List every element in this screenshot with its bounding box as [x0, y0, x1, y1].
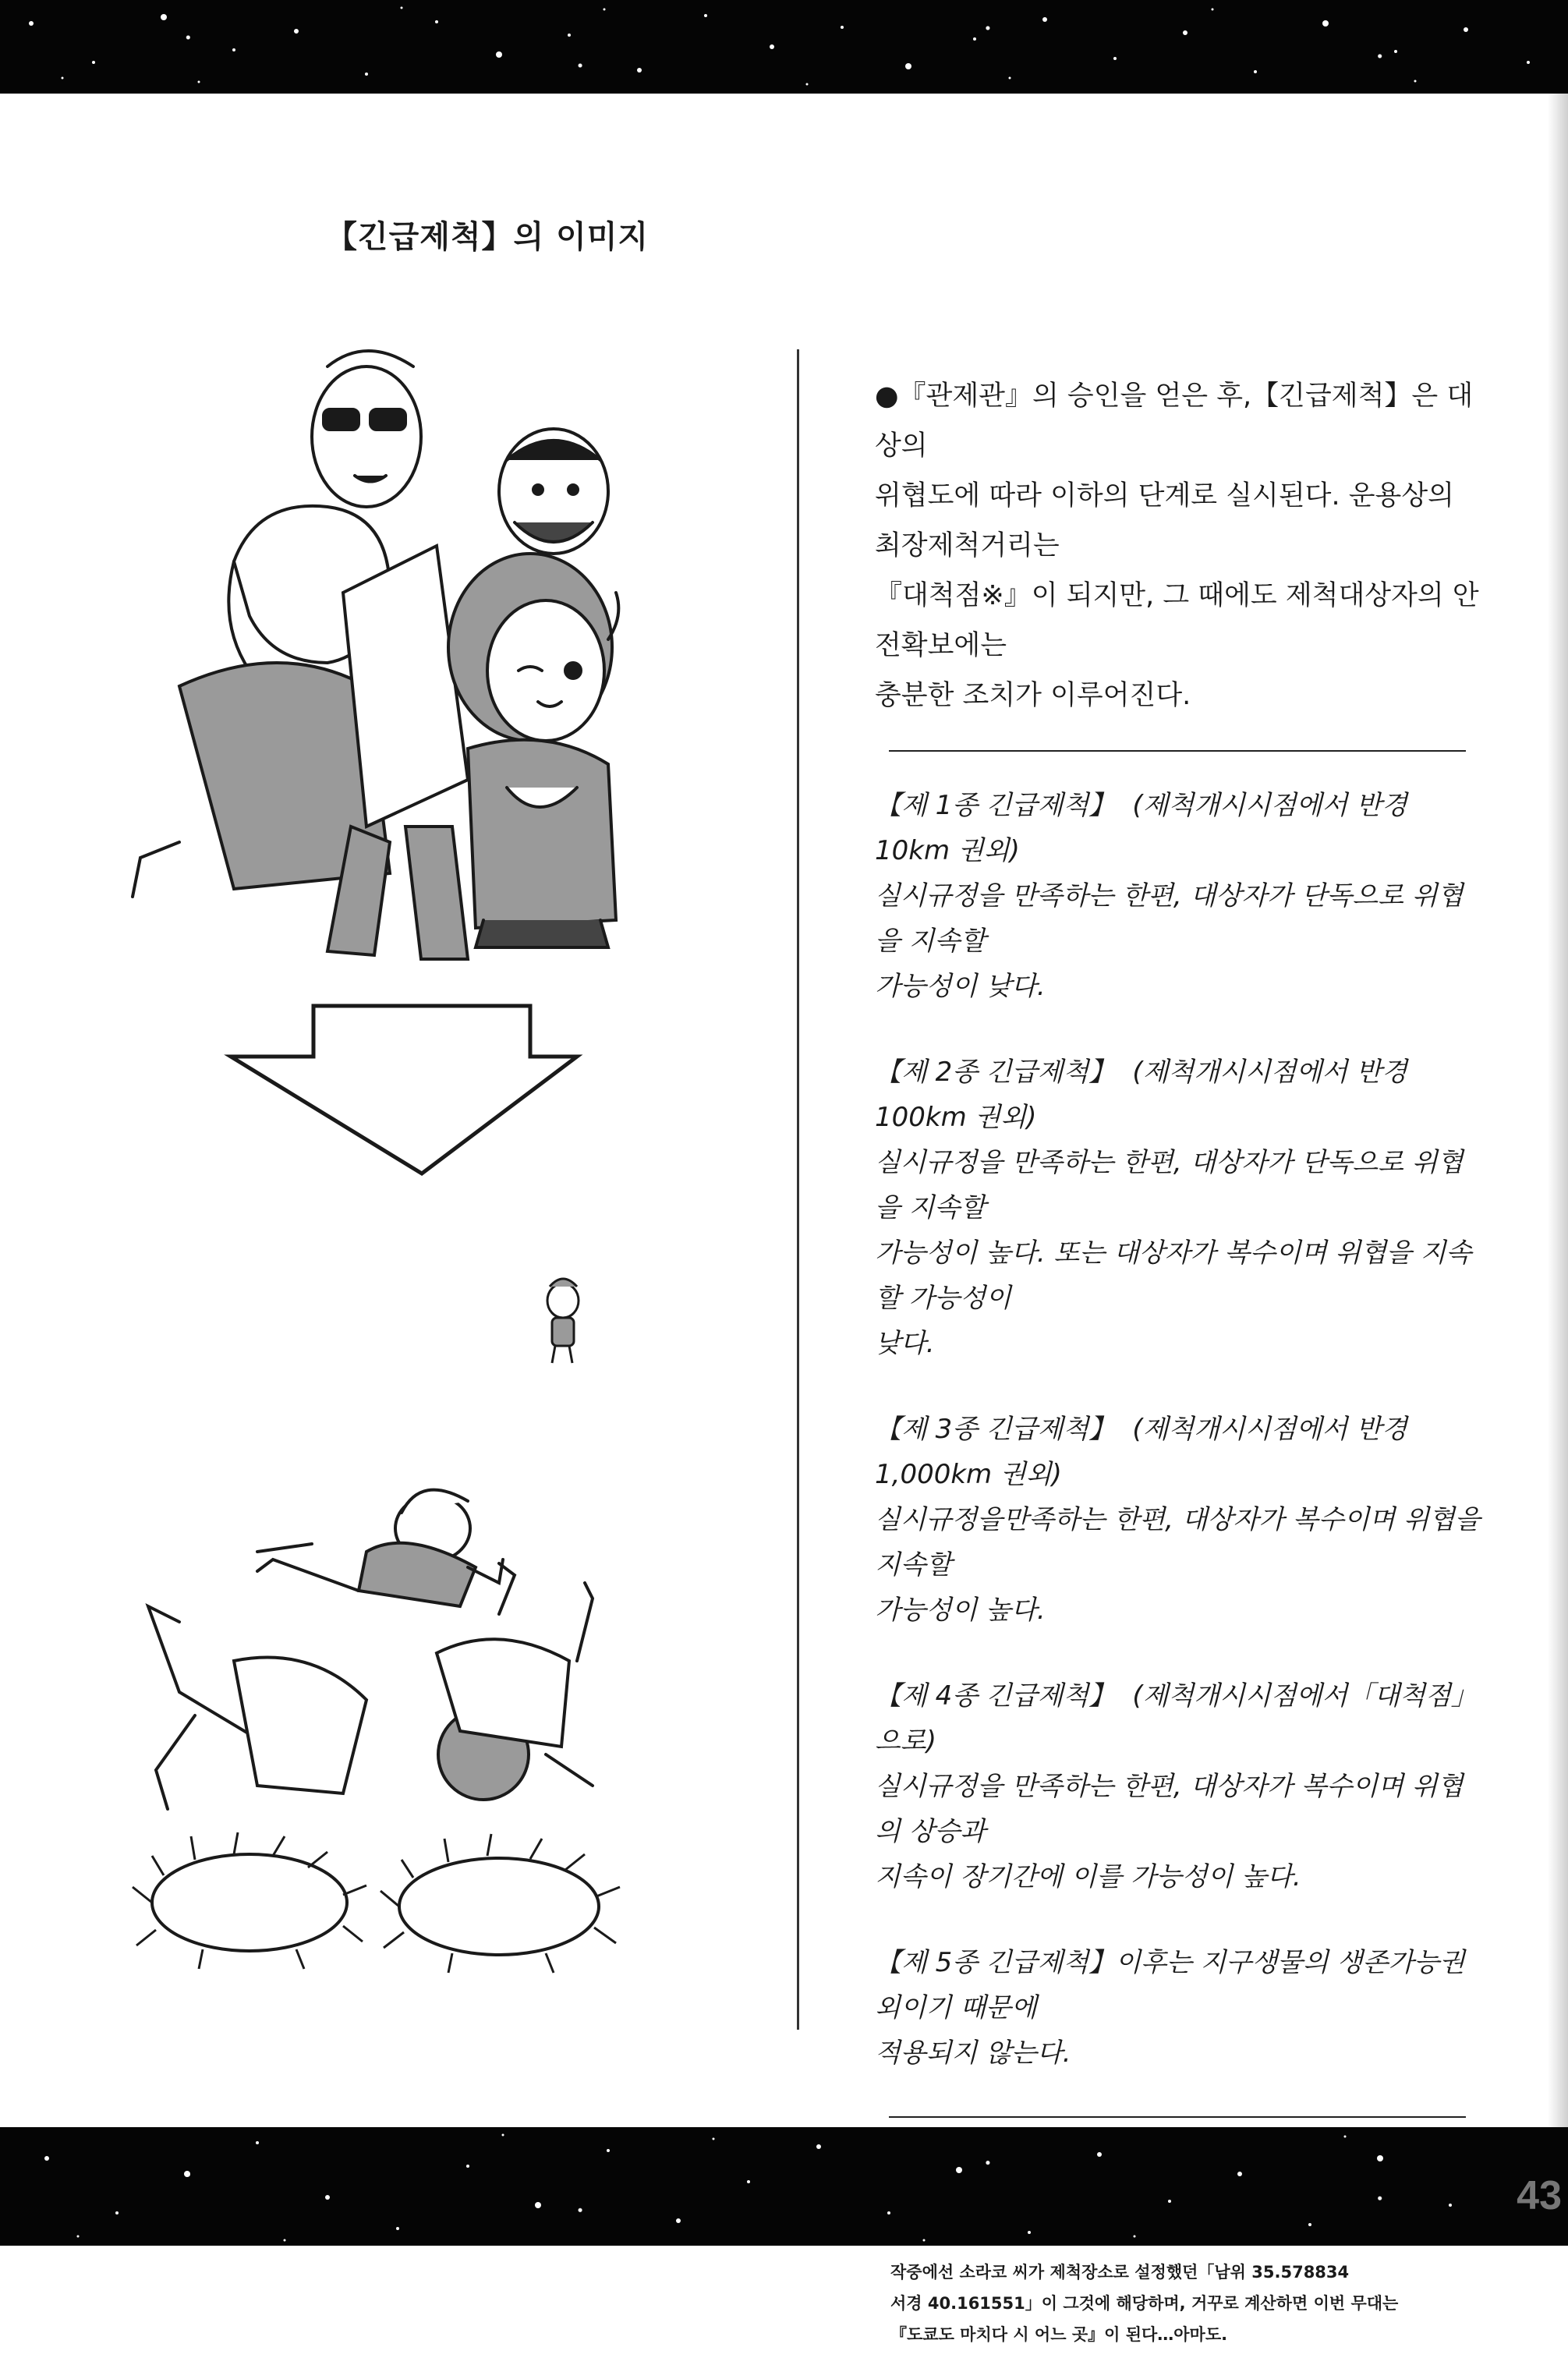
tier-line: 실시규정을 만족하는 한편, 대상자가 단독으로 위협을 지속할	[875, 1147, 1464, 1223]
tier-line: 적용되지 않는다.	[875, 2037, 1071, 2069]
tier-line: 실시규정을 만족하는 한편, 대상자가 복수이며 위협의 상승과	[875, 1771, 1464, 1847]
tier-line: 낮다.	[875, 1328, 935, 1359]
chibi-character-drawing	[547, 1279, 579, 1363]
tier-name: 【제 2종 긴급제척】	[875, 1057, 1116, 1088]
tier-5	[875, 1940, 1483, 2076]
tier-line: 가능성이 높다. 또는 대상자가 복수이며 위협을 지속할 가능성이	[875, 1237, 1472, 1314]
section-rule	[889, 2116, 1466, 2118]
column-divider	[797, 349, 799, 2030]
emergency-removal-illustration	[0, 0, 795, 2105]
tier-name: 【제 4종 긴급제척】	[875, 1680, 1116, 1712]
tier-line: 실시규정을만족하는 한편, 대상자가 복수이며 위협을 지속할	[875, 1504, 1481, 1581]
intro-paragraph	[875, 371, 1483, 720]
tier-line: 실시규정을 만족하는 한편, 대상자가 단독으로 위협을 지속할	[875, 880, 1464, 957]
tier-line: 가능성이 높다.	[875, 1595, 1046, 1626]
intro-line: 『대척점※』이 되지만, 그 때에도 제척대상자의 안전확보에는	[875, 580, 1479, 661]
tier-name: 【제 3종 긴급제척】	[875, 1414, 1116, 1445]
tier-name: 【제 5종 긴급제척】	[875, 1947, 1116, 1978]
tier-4	[875, 1673, 1483, 1899]
page-edge-shadow	[1548, 94, 1568, 2127]
standing-group-drawing	[133, 351, 618, 959]
tier-range: (제척개시시점에서 반경 10km 권외)	[875, 790, 1407, 866]
intro-line: ●『관제관』의 승인을 얻은 후,【긴급제척】은 대상의	[875, 381, 1474, 462]
tier-range: (제척개시시점에서「대척점」으로)	[875, 1680, 1478, 1757]
intro-line: 위협도에 따라 이하의 단계로 실시된다. 운용상의 최장제척거리는	[875, 480, 1454, 561]
falling-characters-drawing	[148, 1490, 593, 1809]
tier-2	[875, 1050, 1483, 1366]
explanation-column	[875, 371, 1483, 2372]
tier-name: 【제 1종 긴급제척】	[875, 790, 1116, 821]
story-note-line: 『도쿄도 마치다 시 어느 곳』이 된다…아마도.	[890, 2325, 1228, 2344]
page-number: 43	[1517, 2173, 1562, 2218]
down-arrow-icon	[231, 1006, 577, 1174]
section-title: 【긴급제척】의 이미지	[326, 219, 649, 255]
section-rule	[889, 750, 1466, 752]
tier-range: (제척개시시점에서 반경 100km 권외)	[875, 1057, 1407, 1133]
tier-line: 가능성이 낮다.	[875, 971, 1046, 1002]
teleport-portals	[133, 1832, 620, 1973]
intro-line: 충분한 조치가 이루어진다.	[875, 680, 1191, 711]
story-note-line: 작중에선 소라코 씨가 제척장소로 설정했던「남위 35.578834	[890, 2263, 1350, 2282]
tier-line: 이후는 지구생물의 생존가능권외이기 때문에	[875, 1947, 1465, 2023]
tier-3	[875, 1407, 1483, 1633]
story-note-line: 서경 40.161551」이 그것에 해당하며, 거꾸로 계산하면 이번 무대는	[890, 2294, 1399, 2313]
tier-line: 지속이 장기간에 이를 가능성이 높다.	[875, 1861, 1301, 1892]
tier-1	[875, 783, 1483, 1009]
tier-range: (제척개시시점에서 반경 1,000km 권외)	[875, 1414, 1407, 1490]
story-note-block	[890, 2257, 1483, 2350]
starfield-bottom-band	[0, 2127, 1568, 2246]
starfield-bottom-stars	[0, 2127, 1568, 2246]
